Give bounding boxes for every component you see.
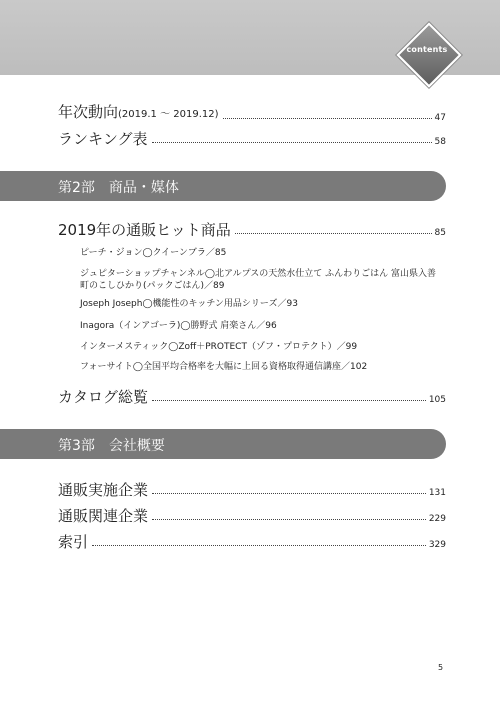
dot-leader bbox=[152, 493, 426, 494]
section-title: 第2部 商品・媒体 bbox=[58, 180, 179, 196]
section-header-part3 bbox=[0, 429, 446, 459]
dot-leader bbox=[152, 400, 426, 401]
toc-subentry[interactable]: ピーチ・ジョン◯クイーンブラ／85 bbox=[80, 248, 227, 258]
toc-entry-page: 229 bbox=[428, 514, 446, 524]
toc-subentry[interactable]: Inagora（インアゴーラ)◯勝野式 肩楽さん／96 bbox=[80, 321, 277, 331]
toc-entry-label: 索引 bbox=[58, 533, 89, 551]
toc-entry-ranking[interactable] bbox=[58, 128, 446, 148]
toc-entry-label: 年次動向(2019.1 ～ 2019.12) bbox=[58, 103, 219, 121]
contents-badge bbox=[396, 22, 458, 84]
toc-entry-related-companies[interactable] bbox=[58, 505, 446, 525]
toc-entry-page: 58 bbox=[434, 137, 446, 147]
toc-entry-catalog[interactable] bbox=[58, 386, 446, 406]
diamond-icon bbox=[396, 22, 461, 87]
section-title: 第3部 会社概要 bbox=[58, 438, 165, 454]
toc-entry-hit-products[interactable] bbox=[58, 219, 446, 239]
dot-leader bbox=[223, 118, 432, 119]
toc-entry-note: (2019.1 ～ 2019.12) bbox=[118, 109, 219, 120]
toc-subentry[interactable]: インターメスティック◯Zoff＋PROTECT（ゾフ・プロテクト）／99 bbox=[80, 342, 358, 352]
toc-entry-page: 131 bbox=[428, 488, 446, 498]
contents-badge-label: contents bbox=[406, 45, 448, 54]
toc-entry-page: 47 bbox=[434, 113, 446, 123]
dot-leader bbox=[152, 142, 432, 143]
toc-entry-index[interactable] bbox=[58, 531, 446, 551]
toc-entry-label: 通販関連企業 bbox=[58, 507, 149, 525]
toc-subentry[interactable]: フォーサイト◯全国平均合格率を大幅に上回る資格取得通信講座／102 bbox=[80, 362, 368, 372]
toc-subentry-continued[interactable]: 町のこしひかり(パックごはん)／89 bbox=[80, 281, 225, 291]
dot-leader bbox=[235, 233, 432, 234]
toc-entry-page: 85 bbox=[434, 228, 446, 238]
toc-entry-companies[interactable] bbox=[58, 479, 446, 499]
section-header-part2 bbox=[0, 171, 446, 201]
toc-subentry[interactable]: Joseph Joseph◯機能性のキッチン用品シリーズ／93 bbox=[80, 299, 298, 309]
toc-entry-page: 105 bbox=[428, 395, 446, 405]
toc-entry-label: 通販実施企業 bbox=[58, 481, 149, 499]
toc-entry-label: ランキング表 bbox=[58, 130, 148, 148]
dot-leader bbox=[152, 519, 426, 520]
toc-entry-label: 2019年の通販ヒット商品 bbox=[58, 221, 231, 239]
dot-leader bbox=[92, 545, 426, 546]
toc-entry-annual-trends[interactable] bbox=[58, 104, 446, 124]
toc-subentry[interactable]: ジュピターショップチャンネル◯北アルプスの天然水仕立て ふんわりごはん 富山県入善 bbox=[80, 269, 436, 279]
toc-entry-label: カタログ総覧 bbox=[58, 388, 149, 406]
page-number: 5 bbox=[438, 663, 444, 672]
toc-entry-page: 329 bbox=[428, 540, 446, 550]
